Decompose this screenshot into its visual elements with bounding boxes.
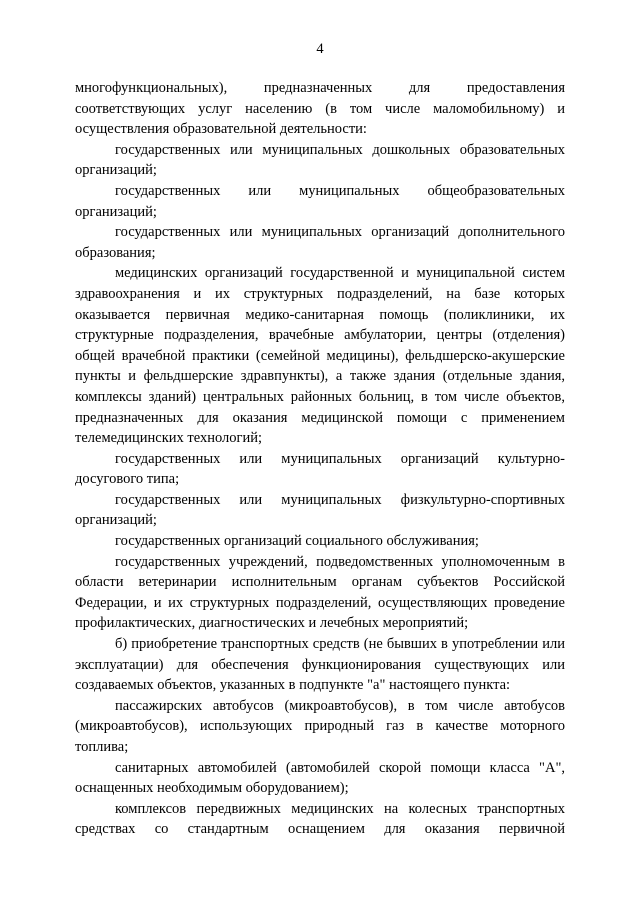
paragraph-ambulance-vehicles: санитарных автомобилей (автомобилей скорой помощи класса "А", оснащенных необходимым оборудованием); (75, 759, 565, 797)
paragraph-mobile-medical-complexes: комплексов передвижных медицинских на колесных транспортных средствах со стандартным оснащением для оказания первичной (75, 800, 565, 838)
paragraph-sports-organizations: государственных или муниципальных физкультурно-спортивных организаций; (75, 491, 565, 529)
paragraph-passenger-buses: пассажирских автобусов (микроавтобусов), в том числе автобусов (микроавтобусов), использующих природный газ в качестве моторного топлива; (75, 697, 565, 755)
paragraph-preschool-organizations: государственных или муниципальных дошкольных образовательных организаций; (75, 141, 565, 179)
page-number: 4 (316, 41, 324, 57)
paragraph-continuation: многофункциональных), предназначенных для предоставления соответствующих услуг населению (в том числе маломобильному) и осуществления образовательной деятельности: (75, 80, 565, 138)
paragraph-general-education-organizations: государственных или муниципальных общеобразовательных организаций; (75, 182, 565, 220)
paragraph-subitem-b-vehicles: б) приобретение транспортных средств (не бывших в употреблении или эксплуатации) для обеспечения функционирования существующих или создаваемых объектов, указанных в подпункте "а" настоящего пункта: (75, 636, 565, 694)
paragraph-veterinary-institutions: государственных учреждений, подведомственных уполномоченным в области ветеринарии исполнительным органам субъектов Российской Федерации, и их структурных подразделений, осуществляющих проведение профилактических, диагностических и лечебных мероприятий; (75, 553, 565, 632)
paragraph-medical-organizations: медицинских организаций государственной и муниципальной систем здравоохранения и их структурных подразделений, на базе которых оказывается первичная медико-санитарная помощь (поликлиники, их структурные подразделения, врачебные амбулатории, центры (отделения) общей врачебной практики (семейной медицины), фельдшерско-акушерские пункты и фельдшерские здравпункты), а также здания (отдельные здания, комплексы зданий) центральных районных больниц, в том числе объектов, предназначенных для оказания медицинской помощи с применением телемедицинских технологий; (75, 265, 565, 447)
paragraph-social-service-organizations: государственных организаций социального обслуживания; (115, 533, 479, 550)
document-body (75, 78, 565, 840)
paragraph-cultural-organizations: государственных или муниципальных организаций культурно-досугового типа; (75, 450, 565, 488)
paragraph-additional-education-organizations: государственных или муниципальных организаций дополнительного образования; (75, 224, 565, 261)
